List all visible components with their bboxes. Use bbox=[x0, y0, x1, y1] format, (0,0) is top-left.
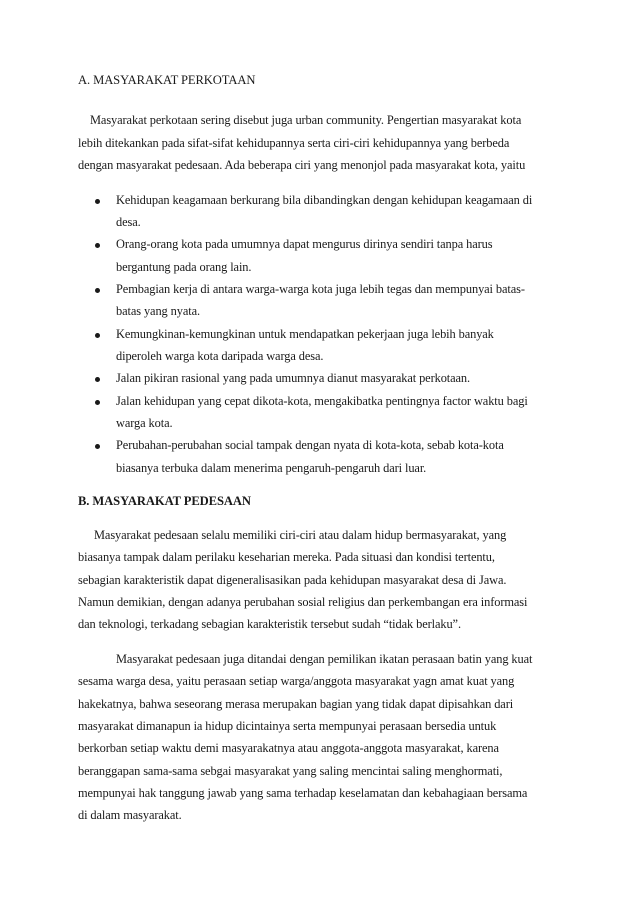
list-item: bergantung pada orang lain. bbox=[116, 260, 252, 274]
paragraph-line: beranggapan sama-sama sebgai masyarakat yang saling mencintai saling menghormati, bbox=[78, 764, 503, 778]
list-item: biasanya terbuka dalam menerima pengaruh-pengaruh dari luar. bbox=[116, 461, 427, 475]
list-item: Pembagian kerja di antara warga-warga kota juga lebih tegas dan mempunyai batas- bbox=[116, 282, 525, 296]
paragraph-line: masyarakat dimanapun ia hidup dicintainya serta mempunyai perasaan bersedia untuk bbox=[78, 719, 497, 733]
paragraph-line: berkorban setiap waktu demi masyarakatnya atau anggota-anggota masyarakat, karena bbox=[78, 741, 499, 755]
bullet-icon bbox=[95, 333, 100, 338]
list-item: desa. bbox=[116, 215, 141, 229]
bullet-icon bbox=[95, 199, 100, 204]
section-a-intro-line: dengan masyarakat pedesaan. Ada beberapa ciri yang menonjol pada masyarakat kota, yaitu bbox=[78, 158, 526, 172]
bullet-icon bbox=[95, 243, 100, 248]
paragraph-line: biasanya tampak dalam perilaku keseharian mereka. Pada situasi dan kondisi tertentu, bbox=[78, 550, 495, 564]
section-a-title: A. MASYARAKAT PERKOTAAN bbox=[78, 73, 256, 87]
list-item: diperoleh warga kota daripada warga desa. bbox=[116, 349, 324, 363]
section-a-intro-line: Masyarakat perkotaan sering disebut juga urban community. Pengertian masyarakat kota bbox=[90, 113, 522, 127]
list-item: Kemungkinan-kemungkinan untuk mendapatkan pekerjaan juga lebih banyak bbox=[116, 327, 494, 341]
bullet-icon bbox=[95, 288, 100, 293]
bullet-icon bbox=[95, 444, 100, 449]
paragraph-line: mempunyai hak tanggung jawab yang sama terhadap keselamatan dan kebahagiaan bersama bbox=[78, 786, 528, 800]
list-item: Kehidupan keagamaan berkurang bila dibandingkan dengan kehidupan keagamaan di bbox=[116, 193, 533, 207]
paragraph-line: hakekatnya, bahwa seseorang merasa merupakan bagian yang tidak dapat dipisahkan dari bbox=[78, 697, 514, 711]
list-item: Orang-orang kota pada umumnya dapat mengurus dirinya sendiri tanpa harus bbox=[116, 237, 493, 251]
list-item: Perubahan-perubahan social tampak dengan nyata di kota-kota, sebab kota-kota bbox=[116, 438, 504, 452]
paragraph-line: di dalam masyarakat. bbox=[78, 808, 182, 822]
paragraph-line: dan teknologi, terkadang sebagian karakteristik tersebut sudah “tidak berlaku”. bbox=[78, 617, 461, 631]
bullet-icon bbox=[95, 377, 100, 382]
section-a-intro-line: lebih ditekankan pada sifat-sifat kehidupannya serta ciri-ciri kehidupannya yang berbeda bbox=[78, 136, 510, 150]
list-item: Jalan pikiran rasional yang pada umumnya dianut masyarakat perkotaan. bbox=[116, 371, 471, 385]
section-b-title: B. MASYARAKAT PEDESAAN bbox=[78, 494, 251, 508]
list-item: Jalan kehidupan yang cepat dikota-kota, mengakibatka pentingnya factor waktu bagi bbox=[116, 394, 528, 408]
list-item: warga kota. bbox=[116, 416, 173, 430]
paragraph-line: Masyarakat pedesaan selalu memiliki ciri-ciri atau dalam hidup bermasyarakat, yang bbox=[94, 528, 507, 542]
paragraph-line: Namun demikian, dengan adanya perubahan sosial religius dan perkembangan era informasi bbox=[78, 595, 528, 609]
list-item: batas yang nyata. bbox=[116, 304, 200, 318]
paragraph-line: sesama warga desa, yaitu perasaan setiap warga/anggota masyarakat yagn amat kuat yang bbox=[78, 674, 515, 688]
paragraph-line: Masyarakat pedesaan juga ditandai dengan pemilikan ikatan perasaan batin yang kuat bbox=[116, 652, 533, 666]
paragraph-line: sebagian karakteristik dapat digeneralisasikan pada kehidupan masyarakat desa di Jawa. bbox=[78, 573, 507, 587]
bullet-icon bbox=[95, 400, 100, 405]
